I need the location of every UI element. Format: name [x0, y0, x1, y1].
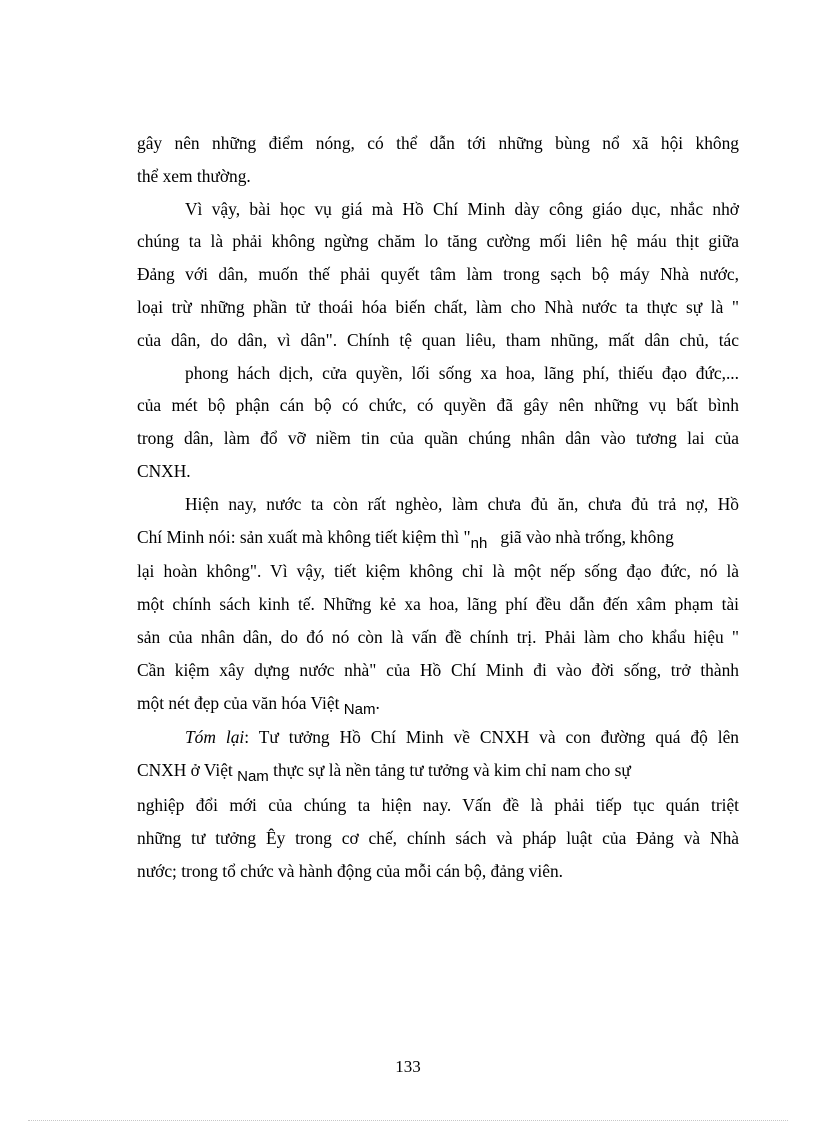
text-line: một chính sách kinh tế. Những kẻ xa hoa, lãng phí đều dẫn đến xâm phạm tài — [137, 594, 739, 615]
text-line — [137, 721, 739, 754]
text-line: của dân, do dân, vì dân". Chính tệ quan liêu, tham nhũng, mất dân chủ, tác — [137, 329, 739, 350]
text-segment: CNXH ở Việt — [137, 760, 238, 781]
text-line: Đảng với dân, muốn thế phải quyết tâm làm trong sạch bộ máy Nhà nước, — [137, 264, 739, 285]
text-segment: một nét đẹp của văn hóa Việt — [137, 692, 344, 713]
page-bottom-rule — [28, 1120, 788, 1121]
text-line — [137, 521, 739, 556]
paragraph-4 — [137, 721, 739, 887]
paragraph-2 — [137, 193, 739, 488]
text-line: trong dân, làm đổ vỡ niềm tin của quần chúng nhân dân vào tương lai của — [137, 428, 739, 449]
text-segment-sans: Nam — [343, 700, 376, 718]
text-line: của mét bộ phận cán bộ có chức, có quyền đã gây nên những vụ bất bình — [137, 395, 739, 416]
text-line — [137, 687, 739, 722]
text-line: nước; trong tổ chức và hành động của mỗi cán bộ, đảng viên. — [137, 860, 563, 881]
text-line: sản của nhân dân, do đó nó còn là vấn đề chính trị. Phải làm cho khẩu hiệu " — [137, 626, 739, 647]
text-line: những tư tưởng Êy trong cơ chế, chính sách và pháp luật của Đảng và Nhà — [137, 827, 739, 848]
text-line: lại hoàn không". Vì vậy, tiết kiệm không chỉ là một nếp sống đạo đức, nó là — [137, 561, 739, 582]
body-text — [137, 127, 739, 887]
paragraph-1 — [137, 127, 739, 193]
text-line — [137, 754, 739, 789]
text-segment: : Tư tưởng Hồ Chí Minh về CNXH và con đường quá độ lên — [244, 727, 739, 748]
text-line: loại trừ những phần tử thoái hóa biến chất, làm cho Nhà nước ta thực sự là " — [137, 296, 739, 317]
text-line: phong hách dịch, cửa quyền, lối sống xa hoa, lãng phí, thiếu đạo đức,... — [185, 362, 739, 383]
text-segment: thực sự là nền tảng tư tưởng và kim chỉ nam cho sự — [268, 760, 631, 781]
text-line: CNXH. — [137, 460, 191, 481]
text-line: gây nên những điểm nóng, có thể dẫn tới những bùng nổ xã hội không — [137, 133, 739, 153]
page-number: 133 — [395, 1057, 421, 1076]
text-segment: Chí Minh nói: sản xuất mà không tiết kiệm thì " — [137, 526, 471, 547]
text-line: chúng ta là phải không ngừng chăm lo tăng cường mối liên hệ máu thịt giữa — [137, 231, 739, 252]
text-line: Cần kiệm xây dựng nước nhà" của Hồ Chí Minh đi vào đời sống, trở thành — [137, 659, 739, 680]
text-line: Vì vậy, bài học vụ giá mà Hồ Chí Minh dày công giáo dục, nhắc nhở — [185, 198, 739, 219]
text-line: Hiện nay, nước ta còn rất nghèo, làm chưa đủ ăn, chưa đủ trả nợ, Hồ — [185, 493, 739, 514]
text-line: nghiệp đổi mới của chúng ta hiện nay. Vấn đề là phải tiếp tục quán triệt — [137, 794, 739, 815]
text-segment-sans: Nam — [237, 768, 269, 786]
text-segment-sans: nh — [470, 534, 488, 552]
text-segment: . — [375, 692, 380, 713]
text-line: thể xem thường. — [137, 165, 251, 186]
paragraph-3 — [137, 488, 739, 722]
italic-lead: Tóm lại — [185, 727, 245, 748]
text-segment: giã vào nhà trống, không — [500, 526, 674, 547]
